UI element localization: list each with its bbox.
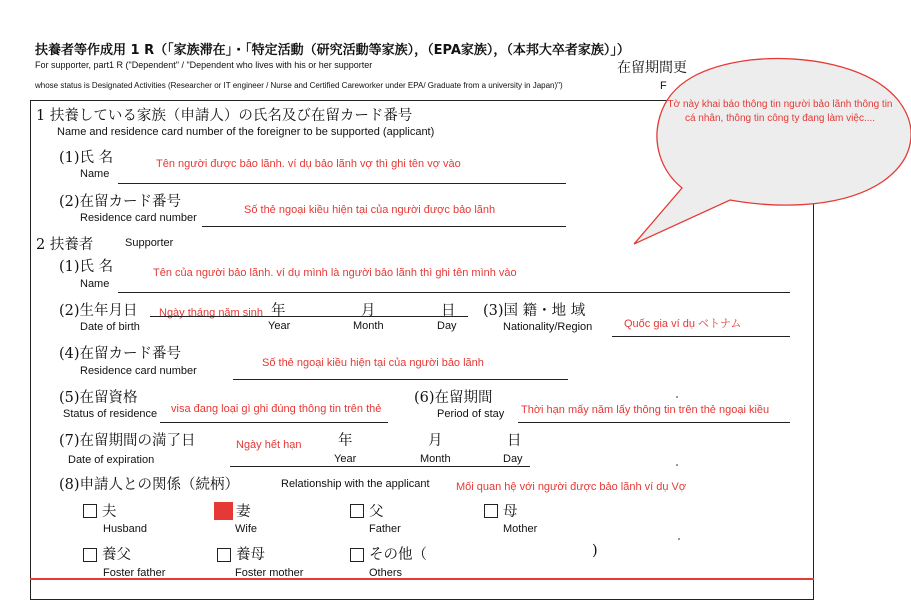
s2-nationality-annotation: Quốc gia ví dụ ベトナム xyxy=(624,318,742,330)
s1-name-annotation: Tên người được bảo lãnh. ví dụ bảo lãnh vợ thì ghi tên vợ vào xyxy=(156,158,461,170)
relation-father-en: Father xyxy=(369,523,401,535)
s2-period-field[interactable] xyxy=(518,422,790,423)
speech-bubble-text: Tờ này khai báo thông tin người bảo lãnh thông tin cá nhân, thông tin công ty đang làm việc.... xyxy=(667,99,893,124)
relation-father-jp: 父 xyxy=(369,504,384,520)
s2-name-label-en: Name xyxy=(80,278,110,290)
s2-relation-label-en: Relationship with the applicant xyxy=(281,478,430,490)
s2-nationality-field[interactable] xyxy=(612,336,790,337)
s2-exp-day-en: Day xyxy=(503,453,523,465)
relation-mother-jp: 母 xyxy=(503,504,518,520)
s1-card-field[interactable] xyxy=(202,226,566,227)
stray-mark xyxy=(676,396,678,398)
s2-exp-year-jp: 年 xyxy=(338,433,353,449)
s2-dob-month-en: Month xyxy=(353,320,384,332)
s2-exp-month-jp: 月 xyxy=(428,433,443,449)
s2-relation-annotation: Mối quan hệ với người được bảo lãnh ví dụ Vợ xyxy=(456,481,687,493)
relation-wife-en: Wife xyxy=(235,523,257,535)
stray-mark xyxy=(676,464,678,466)
section2-title-en: Supporter xyxy=(125,237,174,249)
s2-card-label-en: Residence card number xyxy=(80,365,197,377)
relation-others-close-paren: ) xyxy=(592,543,598,559)
relation-wife-checkbox[interactable] xyxy=(214,502,233,520)
renewal-label-en: F xyxy=(660,80,667,92)
s2-period-label-en: Period of stay xyxy=(437,408,505,420)
s2-dob-label: (2)生年月日 xyxy=(59,303,138,319)
relation-foster-father-jp: 養父 xyxy=(102,547,131,563)
s2-card-field[interactable] xyxy=(233,379,568,380)
s2-status-annotation: visa đang loại gì ghi đúng thông tin trên thẻ xyxy=(171,403,382,415)
renewal-label-jp: 在留期間更 xyxy=(617,60,687,76)
stray-mark xyxy=(678,538,680,540)
s2-expiration-label-en: Date of expiration xyxy=(68,454,155,466)
s2-period-annotation: Thời hạn mấy năm lấy thông tin trên thẻ ngoại kiều xyxy=(521,404,770,416)
s2-relation-label: (8)申請人との関係（続柄） xyxy=(59,477,240,493)
s2-card-label: (4)在留カード番号 xyxy=(59,346,182,362)
relation-foster-mother-jp: 養母 xyxy=(236,547,265,563)
s2-status-label-en: Status of residence xyxy=(63,408,158,420)
s1-name-field[interactable] xyxy=(118,183,566,184)
relation-foster-father-en: Foster father xyxy=(103,567,166,579)
s2-nationality-label: (3)国 籍・地 域 xyxy=(483,303,586,319)
relation-foster-mother-checkbox[interactable] xyxy=(217,548,231,562)
s2-dob-year-en: Year xyxy=(268,320,291,332)
section2-title: 2 扶養者 xyxy=(36,237,94,253)
relation-husband-en: Husband xyxy=(103,523,148,535)
s2-name-annotation: Tên của người bảo lãnh. ví dụ mình là người bảo lãnh thì ghi tên mình vào xyxy=(153,267,517,279)
relation-others-en: Others xyxy=(369,567,403,579)
s2-expiration-label: (7)在留期間の満了日 xyxy=(59,433,196,449)
s1-name-label-en: Name xyxy=(80,168,110,180)
s2-name-label: (1)氏 名 xyxy=(59,259,114,275)
relation-others-checkbox[interactable] xyxy=(350,548,364,562)
s1-card-annotation: Số thẻ ngoại kiều hiện tại của người được bảo lãnh xyxy=(244,204,496,216)
relation-foster-mother-en: Foster mother xyxy=(235,567,304,579)
s2-card-annotation: Số thẻ ngoại kiều hiện tại của người bảo lãnh xyxy=(262,357,484,369)
s1-name-label: (1)氏 名 xyxy=(59,150,114,166)
s2-dob-month-jp: 月 xyxy=(361,303,376,319)
relation-wife-jp: 妻 xyxy=(236,504,251,520)
relation-husband-checkbox[interactable] xyxy=(83,504,97,518)
speech-bubble xyxy=(620,30,911,250)
s2-dob-year-jp: 年 xyxy=(271,303,286,319)
form-subtitle-en-2: whose status is Designated Activities (Researcher or IT engineer / Nurse and Certified Careworker under EPA/ Graduate from a university in Japan)") xyxy=(35,81,563,90)
s2-dob-label-en: Date of birth xyxy=(80,321,140,333)
relation-mother-checkbox[interactable] xyxy=(484,504,498,518)
s1-card-label-en: Residence card number xyxy=(80,212,197,224)
relation-others-jp: その他（ xyxy=(369,547,427,563)
form-title: 扶養者等作成用 1 R（「家族滞在」・「特定活動（研究活動等家族），（EPA家族），（本邦大卒者家族）」） xyxy=(35,43,630,58)
s2-exp-month-en: Month xyxy=(420,453,451,465)
s2-nationality-label-en: Nationality/Region xyxy=(503,321,593,333)
relation-husband-jp: 夫 xyxy=(102,504,117,520)
s2-expiration-field[interactable] xyxy=(230,466,530,467)
speech-bubble-shape xyxy=(634,59,911,244)
s2-exp-day-jp: 日 xyxy=(507,433,522,449)
s2-dob-field[interactable] xyxy=(150,316,468,317)
s1-card-label: (2)在留カード番号 xyxy=(59,194,182,210)
s2-name-field[interactable] xyxy=(118,292,790,293)
relation-father-checkbox[interactable] xyxy=(350,504,364,518)
relation-mother-en: Mother xyxy=(503,523,538,535)
s2-exp-year-en: Year xyxy=(334,453,357,465)
section1-title: 1 扶養している家族（申請人）の氏名及び在留カード番号 xyxy=(36,108,413,124)
form-subtitle-en-1: For supporter, part1 R ("Dependent" / "Dependent who lives with his or her supporter xyxy=(35,60,373,70)
s2-status-label: (5)在留資格 xyxy=(59,390,138,406)
section1-title-en: Name and residence card number of the foreigner to be supported (applicant) xyxy=(57,126,435,138)
s2-dob-annotation: Ngày tháng năm sinh xyxy=(159,307,263,319)
s2-status-field[interactable] xyxy=(160,422,388,423)
s2-dob-day-en: Day xyxy=(437,320,457,332)
relation-foster-father-checkbox[interactable] xyxy=(83,548,97,562)
s2-period-label: (6)在留期間 xyxy=(414,390,493,406)
s2-dob-day-jp: 日 xyxy=(441,303,456,319)
s2-expiration-annotation: Ngày hết hạn xyxy=(236,439,302,451)
